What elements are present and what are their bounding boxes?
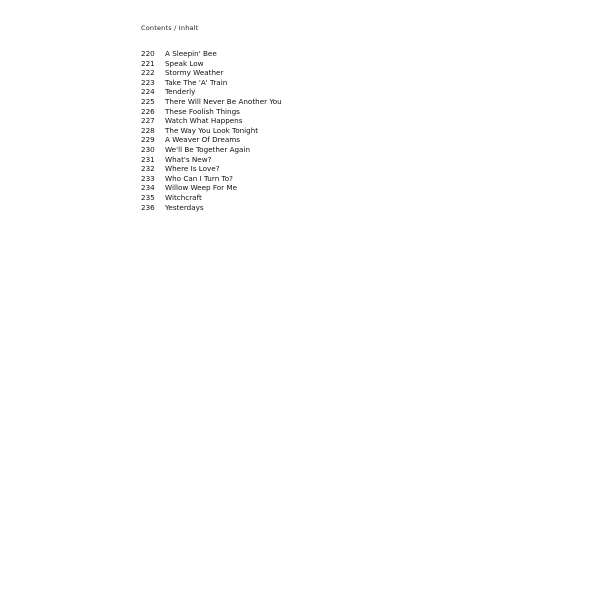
list-item-title: Yesterdays — [165, 202, 204, 212]
list-item[interactable] — [141, 135, 561, 145]
list-item-title: Willow Weep For Me — [165, 183, 238, 193]
list-item-title: What's New? — [165, 154, 212, 164]
list-item-title: Stormy Weather — [165, 68, 224, 78]
list-item-page-number: 231 — [141, 154, 155, 164]
list-item-title: These Foolish Things — [165, 106, 240, 116]
list-item-page-number: 236 — [141, 202, 155, 212]
list-item-page-number: 222 — [141, 68, 155, 78]
contents-list — [141, 49, 561, 212]
list-item-title: We'll Be Together Again — [165, 144, 251, 154]
list-item-page-number: 223 — [141, 77, 155, 87]
list-item[interactable] — [141, 145, 561, 155]
list-item-title: Take The 'A' Train — [165, 77, 228, 87]
list-item-page-number: 233 — [141, 173, 155, 183]
list-item-title: Witchcraft — [165, 192, 202, 202]
list-item-page-number: 228 — [141, 125, 155, 135]
list-item-page-number: 220 — [141, 49, 155, 58]
list-item-page-number: 230 — [141, 144, 155, 154]
list-item[interactable] — [141, 78, 561, 88]
list-item[interactable] — [141, 193, 561, 203]
list-item-title: There Will Never Be Another You — [165, 96, 282, 106]
list-item-page-number: 226 — [141, 106, 155, 116]
list-item-title: A Sleepin' Bee — [165, 49, 217, 58]
list-item-title: Where Is Love? — [165, 164, 220, 174]
list-item-page-number: 227 — [141, 116, 155, 126]
list-item[interactable] — [141, 116, 561, 126]
list-item-page-number: 224 — [141, 87, 155, 97]
page-header-label: Contents / Inhalt — [141, 24, 199, 32]
list-item[interactable] — [141, 68, 561, 78]
list-item-title: Who Can I Turn To? — [165, 173, 233, 183]
list-item[interactable] — [141, 87, 561, 97]
list-item-title: Speak Low — [165, 58, 204, 68]
list-item[interactable] — [141, 59, 561, 69]
list-item[interactable] — [141, 126, 561, 136]
list-item-title: The Way You Look Tonight — [165, 125, 259, 135]
list-item-page-number: 225 — [141, 96, 155, 106]
list-item[interactable] — [141, 174, 561, 184]
list-item-page-number: 232 — [141, 164, 155, 174]
list-item-page-number: 229 — [141, 135, 155, 145]
list-item-title: Watch What Happens — [165, 116, 243, 126]
list-item[interactable] — [141, 49, 561, 59]
list-item[interactable] — [141, 164, 561, 174]
list-item-title: Tenderly — [165, 87, 196, 97]
list-item[interactable] — [141, 107, 561, 117]
list-item[interactable] — [141, 203, 561, 213]
list-item[interactable] — [141, 183, 561, 193]
list-item-page-number: 221 — [141, 58, 155, 68]
list-item-page-number: 234 — [141, 183, 155, 193]
list-item-title: A Weaver Of Dreams — [165, 135, 241, 145]
list-item-page-number: 235 — [141, 192, 155, 202]
list-item[interactable] — [141, 155, 561, 165]
list-item[interactable] — [141, 97, 561, 107]
